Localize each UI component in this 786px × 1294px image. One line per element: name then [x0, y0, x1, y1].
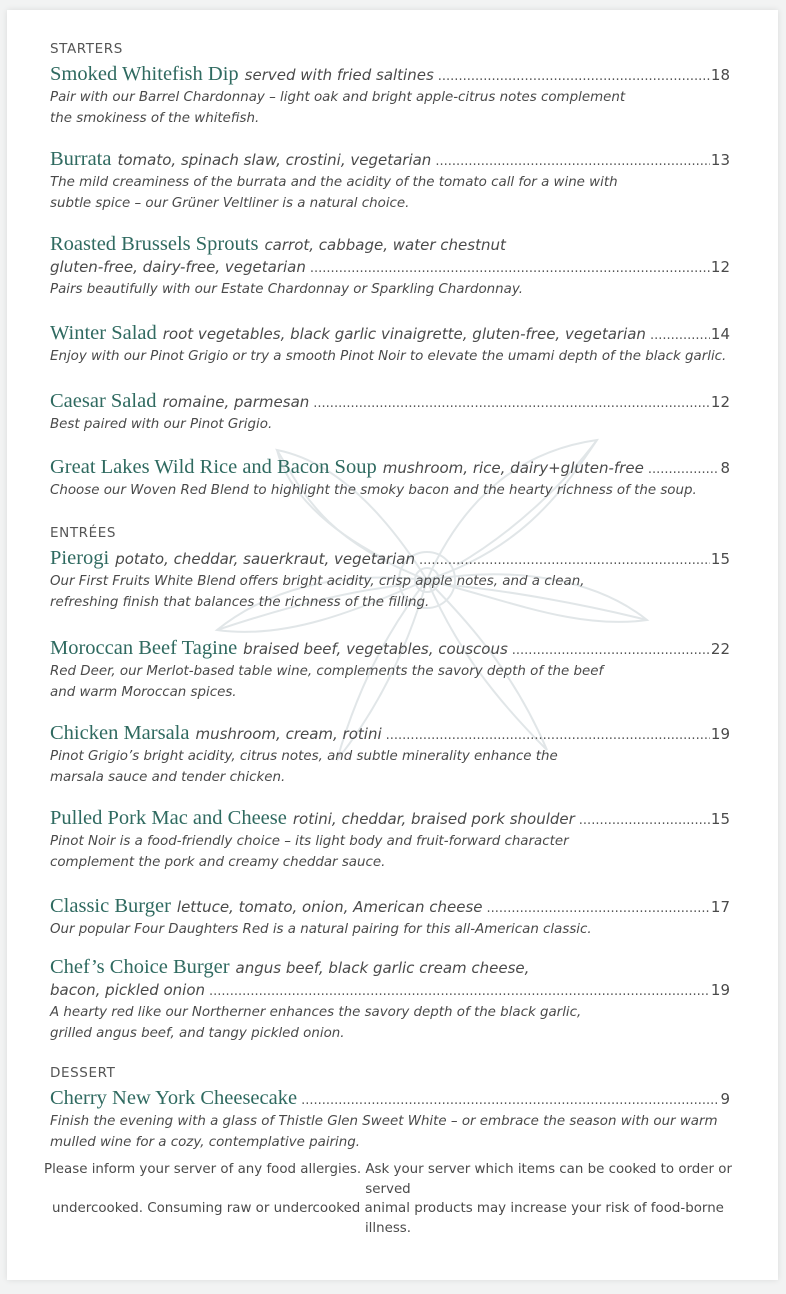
pairing-line: the smokiness of the whitefish. — [50, 110, 260, 126]
item-name: Burrata — [50, 148, 112, 170]
pairing-line: subtle spice – our Grüner Veltliner is a natural choice. — [50, 195, 410, 211]
dot-leader — [310, 258, 710, 280]
menu-item — [50, 322, 730, 368]
item-price: 19 — [710, 725, 730, 743]
menu-item — [50, 456, 730, 502]
menu-item — [50, 722, 730, 788]
section-title: STARTERS — [50, 41, 123, 57]
item-price: 17 — [710, 898, 730, 916]
pairing-line: refreshing finish that balances the richness of the filling. — [50, 594, 430, 610]
section-entrees — [50, 525, 738, 545]
menu-item — [50, 895, 730, 941]
item-description: lettuce, tomato, onion, American cheese — [176, 898, 483, 916]
item-price: 19 — [710, 981, 730, 999]
item-name: Cherry New York Cheesecake — [50, 1087, 298, 1109]
dot-leader — [650, 325, 710, 347]
menu-item — [50, 807, 730, 873]
pairing-line: grilled angus beef, and tangy pickled onion. — [50, 1025, 345, 1041]
allergy-disclaimer — [40, 1160, 736, 1238]
pairing-line: Finish the evening with a glass of Thistle Glen Sweet White – or embrace the season with our warm — [50, 1114, 718, 1129]
pairing-line: complement the pork and creamy cheddar sauce. — [50, 854, 386, 870]
dot-leader — [419, 550, 710, 572]
item-name: Moroccan Beef Tagine — [50, 637, 238, 659]
dot-leader — [512, 640, 710, 662]
item-description: mushroom, rice, dairy+gluten-free — [382, 459, 644, 477]
menu-item — [50, 63, 730, 129]
pairing-line: Choose our Woven Red Blend to highlight the smoky bacon and the hearty richness of the soup. — [50, 483, 697, 498]
pairing-line: The mild creaminess of the burrata and the acidity of the tomato call for a wine with — [50, 175, 618, 190]
item-description: angus beef, black garlic cream cheese, — [235, 959, 530, 977]
item-description: potato, cheddar, sauerkraut, vegetarian — [115, 550, 415, 568]
dot-leader — [435, 151, 710, 173]
pairing-line: Our popular Four Daughters Red is a natural pairing for this all-American classic. — [50, 922, 592, 937]
menu-item — [50, 390, 730, 436]
item-description: mushroom, cream, rotini — [195, 725, 382, 743]
item-price: 12 — [710, 258, 730, 276]
pairing-line: Enjoy with our Pinot Grigio or try a smooth Pinot Noir to elevate the umami depth of the black garlic. — [50, 349, 727, 364]
dot-leader — [313, 393, 710, 415]
disclaimer-line: Please inform your server of any food allergies. Ask your server which items can be cooked to order or served — [44, 1162, 732, 1197]
disclaimer-line: undercooked. Consuming raw or undercooked animal products may increase your risk of food-borne illness. — [52, 1201, 724, 1236]
menu-item — [50, 956, 730, 1044]
menu-item — [50, 637, 730, 703]
pairing-line: Best paired with our Pinot Grigio. — [50, 417, 273, 432]
menu-item — [50, 1087, 730, 1153]
item-price: 9 — [720, 1090, 730, 1108]
item-name: Pierogi — [50, 547, 110, 569]
item-price: 22 — [710, 640, 730, 658]
item-price: 13 — [710, 151, 730, 169]
dot-leader — [209, 981, 710, 1003]
item-name: Roasted Brussels Sprouts — [50, 233, 259, 255]
item-price: 18 — [710, 66, 730, 84]
pairing-line: Red Deer, our Merlot-based table wine, complements the savory depth of the beef — [50, 664, 604, 679]
item-price: 14 — [710, 325, 730, 343]
pairing-line: Our First Fruits White Blend offers bright acidity, crisp apple notes, and a clean, — [50, 574, 585, 589]
menu-item — [50, 547, 730, 613]
menu-item — [50, 233, 730, 301]
item-description-continued: gluten-free, dairy-free, vegetarian — [50, 258, 306, 276]
item-description: carrot, cabbage, water chestnut — [264, 236, 506, 254]
item-name: Great Lakes Wild Rice and Bacon Soup — [50, 456, 377, 478]
item-name: Chicken Marsala — [50, 722, 190, 744]
item-name: Winter Salad — [50, 322, 157, 344]
item-description: rotini, cheddar, braised pork shoulder — [292, 810, 575, 828]
pairing-line: Pinot Grigio’s bright acidity, citrus notes, and subtle minerality enhance the — [50, 749, 558, 764]
section-dessert — [50, 1065, 738, 1085]
section-title: DESSERT — [50, 1065, 116, 1081]
pairing-line: and warm Moroccan spices. — [50, 684, 237, 700]
item-price: 15 — [710, 810, 730, 828]
item-description: tomato, spinach slaw, crostini, vegetarian — [117, 151, 432, 169]
item-name: Caesar Salad — [50, 390, 157, 412]
item-description: served with fried saltines — [244, 66, 434, 84]
section-title: ENTRÉES — [50, 525, 117, 541]
dot-leader — [579, 810, 710, 832]
item-price: 15 — [710, 550, 730, 568]
menu-item — [50, 148, 730, 214]
dot-leader — [301, 1090, 719, 1112]
item-name: Pulled Pork Mac and Cheese — [50, 807, 287, 829]
item-name: Classic Burger — [50, 895, 171, 917]
dot-leader — [487, 898, 710, 920]
pairing-line: marsala sauce and tender chicken. — [50, 769, 286, 785]
pairing-line: Pinot Noir is a food-friendly choice – its light body and fruit-forward character — [50, 834, 569, 849]
item-name: Chef’s Choice Burger — [50, 956, 230, 978]
item-description: romaine, parmesan — [162, 393, 310, 411]
item-description: braised beef, vegetables, couscous — [243, 640, 508, 658]
dot-leader — [438, 66, 710, 88]
dot-leader — [648, 459, 720, 481]
dot-leader — [386, 725, 710, 747]
item-name: Smoked Whitefish Dip — [50, 63, 239, 85]
pairing-line: A hearty red like our Northerner enhances the savory depth of the black garlic, — [50, 1005, 582, 1020]
item-description: root vegetables, black garlic vinaigrette, gluten-free, vegetarian — [162, 325, 646, 343]
item-price: 12 — [710, 393, 730, 411]
pairing-line: Pair with our Barrel Chardonnay – light oak and bright apple-citrus notes complement — [50, 90, 626, 105]
pairing-line: Pairs beautifully with our Estate Chardonnay or Sparkling Chardonnay. — [50, 282, 523, 297]
item-description-continued: bacon, pickled onion — [50, 981, 206, 999]
section-starters — [50, 41, 738, 61]
item-price: 8 — [720, 459, 730, 477]
pairing-line: mulled wine for a cozy, contemplative pairing. — [50, 1134, 361, 1150]
